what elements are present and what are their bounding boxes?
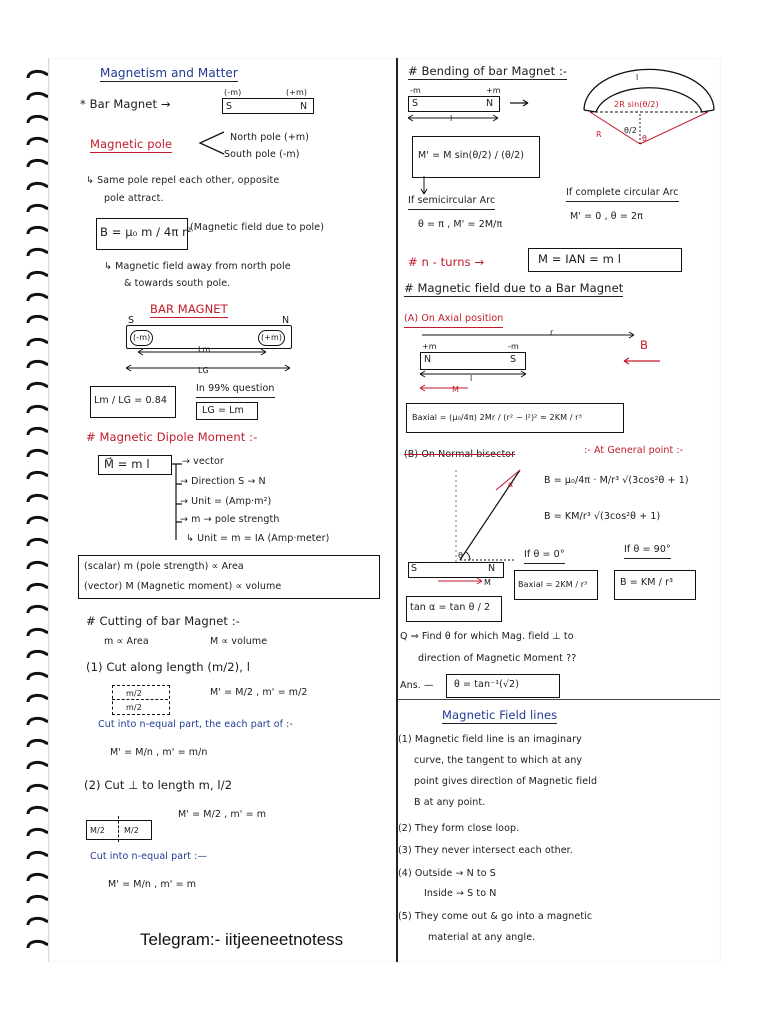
field-line-1b: curve, the tangent to which at any — [414, 755, 583, 766]
same-pole-line1: ↳ Same pole repel each other, opposite — [86, 175, 280, 186]
general-point-diagram — [416, 460, 526, 570]
gen-m: M — [484, 578, 492, 587]
b-general-2: B = KM/r³ √(3cos²θ + 1) — [544, 511, 661, 522]
ratio-formula: Lm / LG = 0.84 — [94, 395, 167, 406]
bend-length-arrow — [406, 112, 502, 124]
n-turns-heading: # n - turns → — [408, 255, 485, 269]
down-arrow — [418, 176, 430, 196]
formula-3: M' = M/2 , m' = m — [178, 809, 267, 820]
mhalf-2: M/2 — [124, 826, 139, 835]
axial-r-arrow — [420, 330, 640, 340]
bend-l: l — [450, 114, 453, 123]
formula-2: M' = M/n , m' = m/n — [110, 747, 208, 758]
gen-n: N — [488, 563, 496, 574]
half-bot: m/2 — [126, 703, 142, 712]
axial-n: N — [424, 354, 432, 365]
axial-l-arrow — [418, 368, 530, 394]
axial-m: M — [452, 385, 460, 394]
scalar-line: (scalar) m (pole strength) ∝ Area — [84, 561, 244, 572]
half-top: m/2 — [126, 689, 142, 698]
cut-perp: (2) Cut ⊥ to length m, l/2 — [84, 778, 233, 792]
magnetic-pole-label: Magnetic pole — [90, 137, 173, 151]
bend-s: S — [412, 98, 419, 109]
field-away-line2: & towards south pole. — [124, 278, 231, 289]
axial-l: l — [470, 374, 473, 383]
axial-plus-m: +m — [422, 342, 437, 351]
formula-4: M' = M/n , m' = m — [108, 879, 197, 890]
field-line-4b: Inside → S to N — [424, 888, 497, 899]
field-bar-heading: # Magnetic field due to a Bar Magnet — [404, 281, 624, 295]
complete-formula: M' = 0 , θ = 2π — [570, 211, 643, 222]
vector-label: → vector — [182, 456, 224, 467]
baxial-short: Baxial = 2KM / r³ — [518, 580, 588, 589]
gen-m-arrow — [436, 576, 486, 586]
axial-b: B — [640, 338, 648, 352]
dipole-heading: # Magnetic Dipole Moment :- — [86, 430, 258, 444]
bar-magnet-title: BAR MAGNET — [150, 302, 228, 316]
gen-alpha: α — [508, 480, 514, 489]
if-theta-0: If θ = 0° — [524, 548, 565, 564]
bend-minus: -m — [410, 86, 421, 95]
m-pole-label: → m → pole strength — [180, 514, 280, 525]
bar-magnet-n: N — [300, 101, 308, 112]
bend-plus: +m — [486, 86, 501, 95]
field-line-2: (2) They form close loop. — [398, 823, 520, 834]
north-pole: North pole (+m) — [230, 132, 310, 143]
b-formula: B = μ₀ m / 4π r² — [100, 225, 192, 239]
field-lines-title: Magnetic Field lines — [442, 708, 558, 722]
field-line-1a: (1) Magnetic field line is an imaginary — [398, 734, 582, 745]
bend-n: N — [486, 98, 494, 109]
semicircular-label: If semicircular Arc — [408, 194, 495, 210]
brace-icon — [196, 130, 226, 156]
bm-s: S — [128, 315, 135, 326]
field-line-1c: point gives direction of Magnetic field — [414, 776, 598, 787]
arc-chord-label: 2R sin(θ/2) — [614, 100, 659, 109]
axial-b-arrow — [622, 356, 662, 366]
complete-circular-label: If complete circular Arc — [566, 186, 679, 202]
arc-l: l — [636, 73, 639, 82]
field-line-4a: (4) Outside → N to S — [398, 868, 496, 879]
bar-magnet-heading: * Bar Magnet → — [80, 97, 171, 111]
question-line2: direction of Magnetic Moment ?? — [418, 653, 577, 664]
field-line-3: (3) They never intersect each other. — [398, 845, 573, 856]
baxial-formula: Baxial = (μ₀/4π) 2Mr / (r² − l²)² ≈ 2KM / r³ — [412, 413, 582, 422]
mhalf-1: M/2 — [90, 826, 105, 835]
bm-minus-pole: (-m) — [130, 330, 153, 346]
general-heading: :- At General point :- — [584, 445, 684, 456]
arc-theta-half: θ/2 — [624, 126, 637, 135]
tan-alpha: tan α = tan θ / 2 — [410, 602, 491, 613]
answer: θ = tan⁻¹(√2) — [454, 679, 520, 690]
axial-r: r — [550, 328, 554, 337]
answer-label: Ans. — — [400, 680, 434, 691]
unit-label: → Unit = (Amp·m²) — [180, 496, 272, 507]
bm-lg: LG — [198, 366, 209, 375]
general-heading-struck: (B) On Normal bisector — [404, 449, 516, 460]
in-99-label: In 99% question — [196, 382, 275, 398]
lg-eq-lm: LG = Lm — [202, 405, 244, 416]
b-formula-note: (Magnetic field due to pole) — [190, 222, 325, 233]
unit-m-label: ↳ Unit = m = IA (Amp·meter) — [186, 533, 330, 544]
gen-s: S — [411, 563, 418, 574]
cut-perp-line — [118, 816, 119, 842]
cut-n-equal: Cut into n-equal part, the each part of :- — [98, 719, 294, 730]
semi-formula: θ = π , M' = 2M/π — [418, 219, 503, 230]
same-pole-line2: pole attract. — [104, 193, 164, 204]
bend-arrow — [510, 98, 530, 108]
b-general-1: B = μ₀/4π · M/r³ √(3cos²θ + 1) — [544, 475, 689, 486]
bar-magnet-plus-m: (+m) — [286, 88, 308, 97]
cutting-heading: # Cutting of bar Magnet :- — [86, 614, 240, 628]
formula-1: M' = M/2 , m' = m/2 — [210, 687, 308, 698]
field-line-1d: B at any point. — [414, 797, 486, 808]
axial-s: S — [510, 354, 517, 365]
if-theta-90: If θ = 90° — [624, 543, 671, 559]
axial-heading: (A) On Axial position — [404, 312, 503, 328]
bent-formula: M' = M sin(θ/2) / (θ/2) — [418, 150, 525, 161]
bar-magnet-s: S — [226, 101, 233, 112]
field-line-5a: (5) They come out & go into a magnetic — [398, 911, 593, 922]
question-line1: Q ⇒ Find θ for which Mag. field ⊥ to — [400, 631, 574, 642]
m-area: m ∝ Area — [104, 636, 149, 647]
n-turns-formula: M = IAN = m l — [538, 252, 622, 266]
cut-along: (1) Cut along length (m/2), l — [86, 660, 251, 674]
direction-label: → Direction S → N — [180, 476, 266, 487]
m-vec: M⃗ = m l — [104, 457, 150, 471]
axial-minus-m: -m — [508, 342, 519, 351]
page-title: Magnetism and Matter — [100, 66, 238, 80]
M-volume: M ∝ volume — [210, 636, 268, 647]
bar-magnet-minus-m: (-m) — [224, 88, 242, 97]
vector-line: (vector) M (Magnetic moment) ∝ volume — [84, 581, 282, 592]
cut-n-equal-2: Cut into n-equal part :— — [90, 851, 208, 862]
south-pole: South pole (-m) — [224, 149, 300, 160]
field-line-5b: material at any angle. — [428, 932, 536, 943]
bm-plus-pole: (+m) — [258, 330, 285, 346]
gen-theta: θ — [458, 551, 463, 560]
arc-theta: θ — [642, 134, 647, 143]
arc-r: R — [596, 130, 602, 139]
field-away-line1: ↳ Magnetic field away from north pole — [104, 261, 291, 272]
bm-n: N — [282, 315, 290, 326]
bm-lm: Lm — [198, 345, 211, 354]
bent-magnet-arc — [574, 74, 724, 164]
section-divider — [398, 699, 720, 700]
bending-heading: # Bending of bar Magnet :- — [408, 64, 568, 78]
telegram-watermark: Telegram:- iitjeeneetnotess — [140, 930, 344, 949]
b90-formula: B = KM / r³ — [620, 577, 673, 588]
